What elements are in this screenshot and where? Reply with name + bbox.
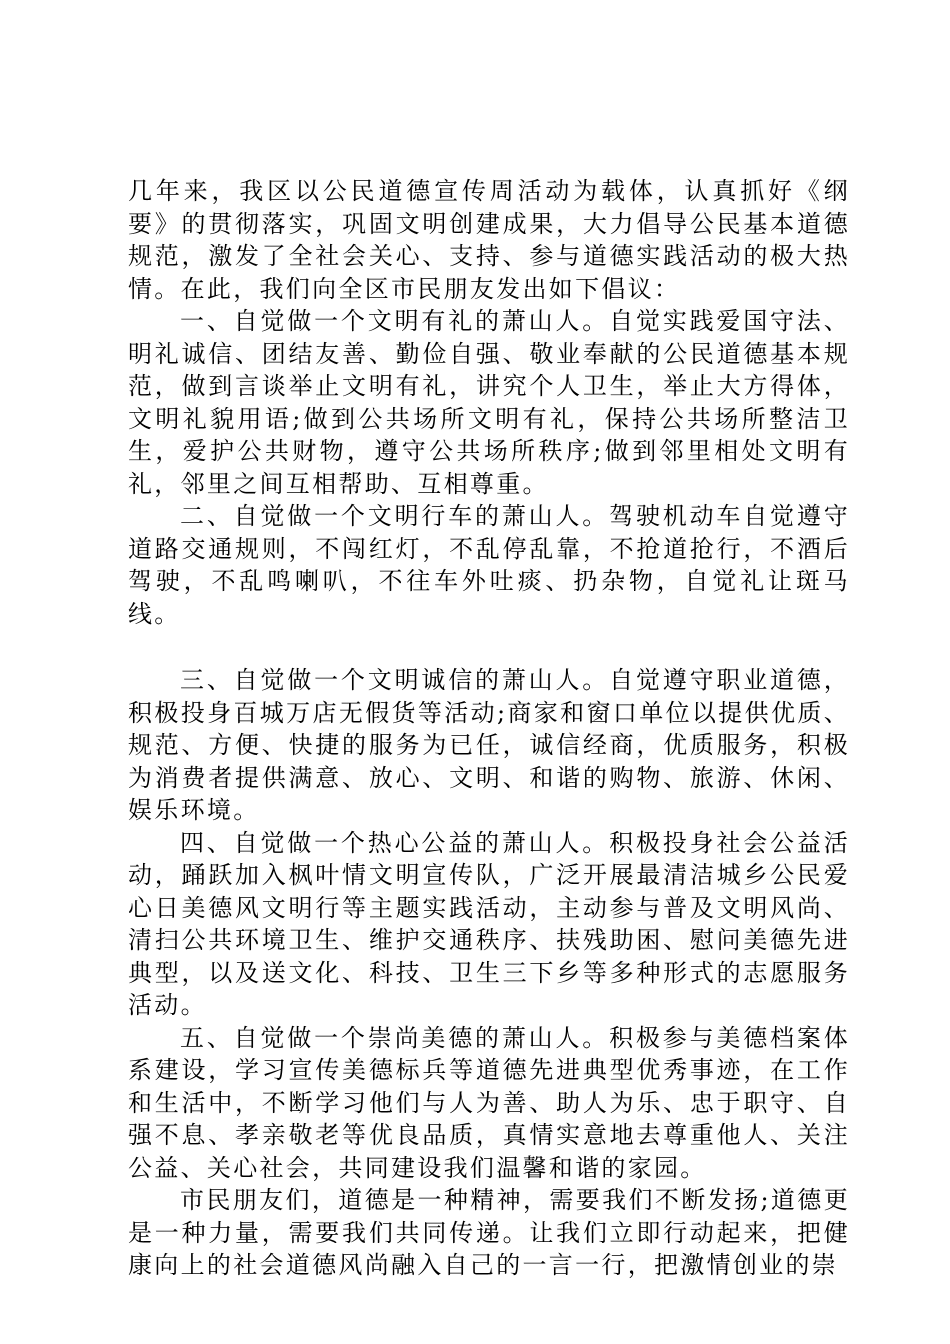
paragraph-intro: 几年来，我区以公民道德宣传周活动为载体，认真抓好《纲要》的贯彻落实，巩固文明创建成果，大力倡导公民基本道德规范，激发了全社会关心、支持、参与道德实践活动的极大热情。在此，我们向全区市民朋友发出如下倡议： (128, 177, 850, 303)
paragraph-item-2: 二、自觉做一个文明行车的萧山人。驾驶机动车自觉遵守道路交通规则，不闯红灯，不乱停乱靠，不抢道抢行，不酒后驾驶，不乱鸣喇叭，不往车外吐痰、扔杂物，自觉礼让斑马线。 (128, 502, 850, 628)
document-body (128, 175, 850, 1282)
paragraph-item-1: 一、自觉做一个文明有礼的萧山人。自觉实践爱国守法、明礼诚信、团结友善、勤俭自强、敬业奉献的公民道德基本规范，做到言谈举止文明有礼，讲究个人卫生，举止大方得体，文明礼貌用语;做到公共场所文明有礼，保持公共场所整洁卫生，爱护公共财物，遵守公共场所秩序;做到邻里相处文明有礼，邻里之间互相帮助、互相尊重。 (128, 307, 850, 498)
paragraph-item-4: 四、自觉做一个热心公益的萧山人。积极投身社会公益活动，踊跃加入枫叶情文明宣传队，广泛开展最清洁城乡公民爱心日美德风文明行等主题实践活动，主动参与普及文明风尚、清扫公共环境卫生、维护交通秩序、扶残助困、慰问美德先进典型，以及送文化、科技、卫生三下乡等多种形式的志愿服务活动。 (128, 828, 850, 1019)
paragraph-item-3: 三、自觉做一个文明诚信的萧山人。自觉遵守职业道德，积极投身百城万店无假货等活动;商家和窗口单位以提供优质、规范、方便、快捷的服务为已任，诚信经商，优质服务，积极为消费者提供满意、放心、文明、和谐的购物、旅游、休闲、娱乐环境。 (128, 666, 850, 824)
paragraph-closing: 市民朋友们，道德是一种精神，需要我们不断发扬;道德更是一种力量，需要我们共同传递。让我们立即行动起来，把健康向上的社会道德风尚融入自己的一言一行，把激情创业的崇 (128, 1186, 850, 1279)
paragraph-item-5: 五、自觉做一个崇尚美德的萧山人。积极参与美德档案体系建设，学习宣传美德标兵等道德先进典型优秀事迹，在工作和生活中，不断学习他们与人为善、助人为乐、忠于职守、自强不息、孝亲敬老等优良品质，真情实意地去尊重他人、关注公益、关心社会，共同建设我们温馨和谐的家园。 (128, 1023, 850, 1182)
